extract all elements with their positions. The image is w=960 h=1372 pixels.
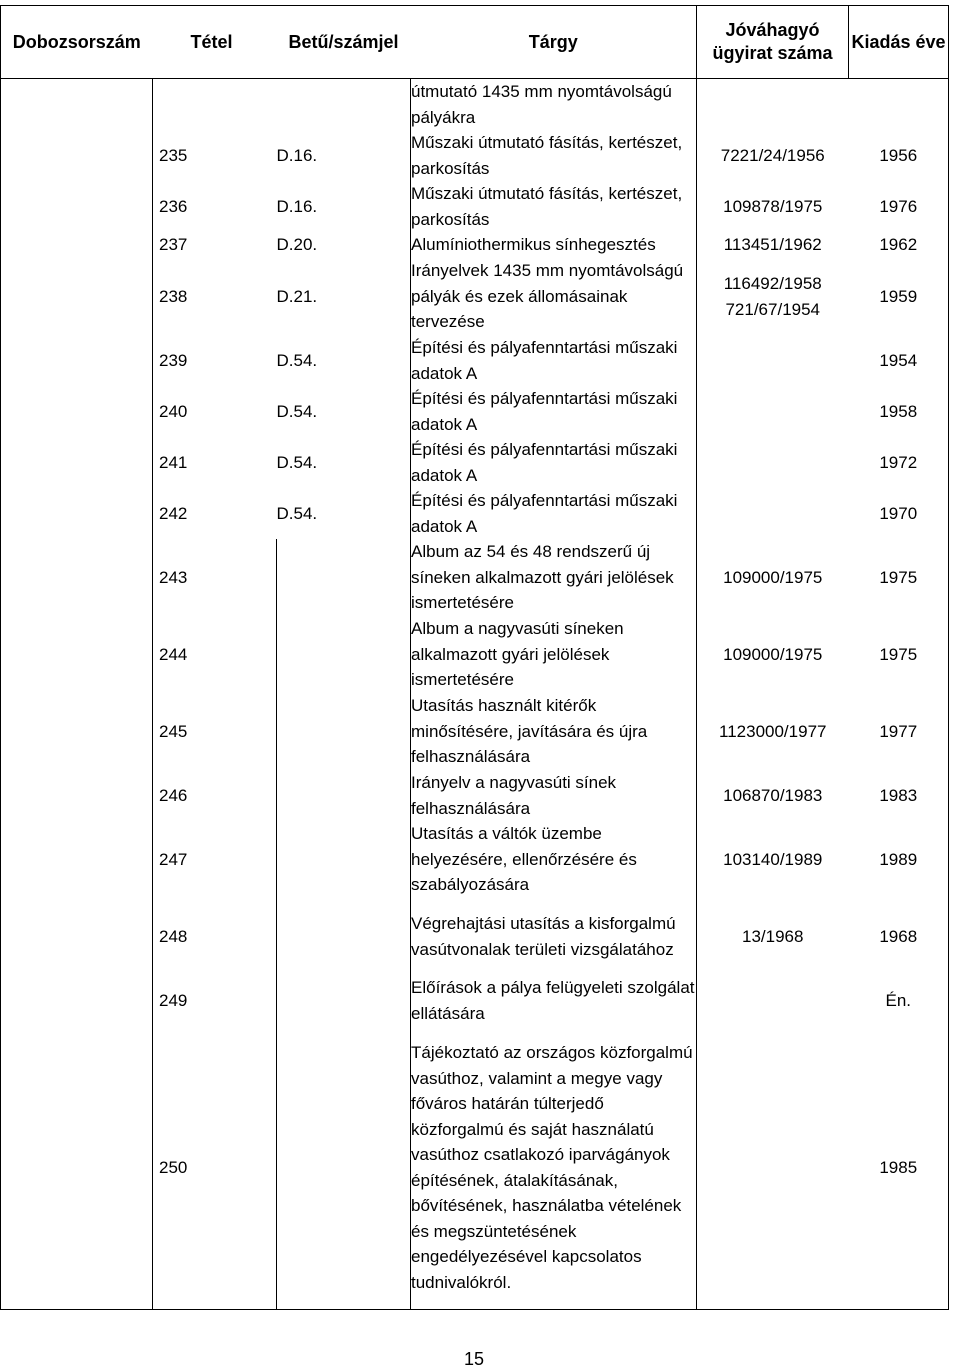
subject-text: Műszaki útmutató fásítás, kertészet, parkosítás (411, 133, 683, 178)
approval-text: 113451/1962 (723, 235, 822, 255)
subject-text: Utasítás használt kitérők minősítésére, javítására és újra felhasználására (411, 696, 648, 767)
year-text: 1959 (879, 286, 918, 306)
subject-text: Irányelvek 1435 mm nyomtávolságú pályák és ezek állomásainak tervezése (411, 261, 684, 332)
approval-text: 106870/1983 (723, 785, 823, 805)
box-number-cell (1, 616, 153, 693)
table-row (1, 693, 949, 770)
approval-text: 109000/1975 (723, 644, 823, 664)
table-row (1, 488, 949, 539)
subject-cell (411, 437, 697, 488)
sign-cell (277, 258, 411, 335)
approval-cell (697, 258, 849, 335)
year-cell (849, 539, 949, 616)
approval-cell (697, 616, 849, 693)
year-cell (849, 488, 949, 539)
table-row (1, 770, 949, 821)
item-text: 238 (159, 286, 188, 306)
sign-text: D.54. (276, 503, 318, 523)
header-row (1, 6, 949, 79)
item-cell (153, 437, 277, 488)
year-cell (849, 335, 949, 386)
subject-text: Műszaki útmutató fásítás, kertészet, parkosítás (411, 184, 683, 229)
approval-cell (697, 693, 849, 770)
approval-cell (697, 975, 849, 1026)
item-cell (153, 821, 277, 898)
subject-cell (411, 386, 697, 437)
box-number-cell (1, 770, 153, 821)
year-cell (849, 693, 949, 770)
year-cell (849, 386, 949, 437)
sign-cell (277, 130, 411, 181)
sign-text: D.21. (276, 286, 318, 306)
approval-cell (697, 539, 849, 616)
approval-text: 109878/1975 (723, 196, 823, 216)
header-signature: Betű/számjel (277, 6, 411, 79)
year-text: 1970 (879, 503, 918, 523)
table-row (1, 616, 949, 693)
approval-cell (697, 232, 849, 258)
subject-text: Irányelv a nagyvasúti sínek felhasználására (411, 773, 617, 818)
item-cell (153, 539, 277, 616)
subject-text: Építési és pályafenntartási műszaki adatok A (411, 440, 678, 485)
approval-cell (697, 79, 849, 131)
subject-text: Végrehajtási utasítás a kisforgalmú vasútvonalak területi vizsgálatához (411, 914, 676, 959)
item-cell (153, 770, 277, 821)
subject-cell (411, 975, 697, 1026)
year-text: 1975 (879, 567, 918, 587)
table-row (1, 1026, 949, 1310)
subject-cell (411, 616, 697, 693)
item-cell (153, 488, 277, 539)
subject-cell (411, 770, 697, 821)
approval-cell (697, 488, 849, 539)
subject-cell (411, 821, 697, 898)
sign-cell (277, 898, 411, 975)
year-cell (849, 975, 949, 1026)
year-text: 1976 (879, 196, 918, 216)
subject-text: Album az 54 és 48 rendszerű új síneken alkalmazott gyári jelölések ismertetésére (411, 542, 674, 613)
item-text: 236 (159, 196, 188, 216)
box-number-cell (1, 437, 153, 488)
subject-text: Utasítás a váltók üzembe helyezésére, ellenőrzésére és szabályozására (411, 824, 637, 895)
box-number-cell (1, 232, 153, 258)
table-row (1, 898, 949, 975)
box-number-cell (1, 1026, 153, 1310)
year-text: 1977 (879, 721, 918, 741)
item-text: 243 (159, 567, 188, 587)
table-row (1, 181, 949, 232)
item-text: 241 (159, 452, 188, 472)
year-cell (849, 130, 949, 181)
item-text: 239 (159, 350, 188, 370)
sign-cell (277, 975, 411, 1026)
subject-text: Előírások a pálya felügyeleti szolgálat ellátására (411, 978, 695, 1023)
approval-text: 109000/1975 (723, 567, 823, 587)
approval-cell (697, 770, 849, 821)
item-cell (153, 258, 277, 335)
approval-cell (697, 130, 849, 181)
year-text: 1975 (879, 644, 918, 664)
item-cell (153, 181, 277, 232)
subject-cell (411, 693, 697, 770)
item-text: 245 (159, 721, 188, 741)
box-number-cell (1, 386, 153, 437)
approval-text: 13/1968 (742, 926, 804, 946)
sign-cell (277, 386, 411, 437)
approval-cell (697, 386, 849, 437)
item-text: 246 (159, 785, 188, 805)
sign-text: D.16. (276, 145, 318, 165)
table-row (1, 821, 949, 898)
item-cell (153, 79, 277, 131)
year-cell (849, 232, 949, 258)
subject-cell: útmutató 1435 mm nyomtávolságú pályákra (411, 79, 697, 131)
sign-text: D.54. (276, 452, 318, 472)
year-cell (849, 616, 949, 693)
item-text: 250 (159, 1157, 188, 1177)
year-text: 1989 (879, 849, 918, 869)
subject-cell (411, 539, 697, 616)
year-cell (849, 79, 949, 131)
sign-text: D.20. (276, 235, 318, 255)
header-subject: Tárgy (411, 6, 697, 79)
table-row (1, 258, 949, 335)
sign-text: D.54. (276, 350, 318, 370)
year-cell (849, 1026, 949, 1310)
subject-cell (411, 130, 697, 181)
table-row (1, 130, 949, 181)
sign-cell (277, 437, 411, 488)
table-row (1, 232, 949, 258)
header-year: Kiadás éve (849, 6, 949, 79)
box-number-cell (1, 79, 153, 131)
sign-cell (277, 335, 411, 386)
sign-cell (277, 1026, 411, 1310)
table-row (1, 386, 949, 437)
approval-cell (697, 335, 849, 386)
box-number-cell (1, 130, 153, 181)
box-number-cell (1, 539, 153, 616)
year-text: 1972 (879, 452, 918, 472)
sign-cell (277, 693, 411, 770)
sign-text: D.54. (276, 401, 318, 421)
item-text: 244 (159, 644, 188, 664)
approval-text: 116492/1958 721/67/1954 (723, 274, 822, 319)
box-number-cell (1, 821, 153, 898)
table-row (1, 975, 949, 1026)
approval-cell (697, 181, 849, 232)
item-text: 248 (159, 926, 188, 946)
box-number-cell (1, 258, 153, 335)
year-cell (849, 770, 949, 821)
year-cell (849, 258, 949, 335)
subject-text: Építési és pályafenntartási műszaki adatok A (411, 338, 678, 383)
box-number-cell (1, 898, 153, 975)
item-text: 237 (159, 235, 188, 255)
box-number-cell (1, 693, 153, 770)
item-cell (153, 1026, 277, 1310)
year-cell (849, 181, 949, 232)
item-cell (153, 335, 277, 386)
year-text: Én. (885, 990, 912, 1010)
subject-cell (411, 488, 697, 539)
item-text: 240 (159, 401, 188, 421)
header-item: Tétel (153, 6, 277, 79)
subject-text: Alumíniothermikus sínhegesztés (411, 235, 656, 255)
year-text: 1958 (879, 401, 918, 421)
sign-cell (277, 232, 411, 258)
sign-cell (277, 770, 411, 821)
subject-text: Építési és pályafenntartási műszaki adatok A (411, 491, 678, 536)
approval-cell (697, 1026, 849, 1310)
box-number-cell (1, 975, 153, 1026)
item-cell (153, 975, 277, 1026)
year-cell (849, 821, 949, 898)
sign-cell (277, 821, 411, 898)
continuation-row (1, 79, 949, 131)
subject-cell (411, 181, 697, 232)
year-cell (849, 437, 949, 488)
table-row (1, 539, 949, 616)
table-row (1, 335, 949, 386)
subject-cell (411, 232, 697, 258)
year-text: 1968 (879, 926, 918, 946)
year-text: 1956 (879, 145, 918, 165)
year-text: 1983 (879, 785, 918, 805)
approval-text: 7221/24/1956 (720, 145, 825, 165)
item-cell (153, 386, 277, 437)
item-cell (153, 693, 277, 770)
subject-text: Építési és pályafenntartási műszaki adatok A (411, 389, 678, 434)
item-text: 249 (159, 990, 188, 1010)
sign-cell (277, 488, 411, 539)
approval-cell (697, 437, 849, 488)
item-text: 242 (159, 503, 188, 523)
approval-cell (697, 821, 849, 898)
table-body (1, 79, 949, 1310)
header-box-number: Dobozsorszám (1, 6, 153, 79)
table-row (1, 437, 949, 488)
approval-text: 1123000/1977 (719, 721, 827, 741)
sign-cell (277, 181, 411, 232)
archive-table (0, 5, 949, 1310)
subject-cell (411, 335, 697, 386)
approval-text: 103140/1989 (723, 849, 823, 869)
subject-cell (411, 898, 697, 975)
year-text: 1985 (879, 1157, 918, 1177)
sign-cell (277, 616, 411, 693)
item-text: 247 (159, 849, 188, 869)
subject-cell (411, 258, 697, 335)
subject-cell (411, 1026, 697, 1310)
item-cell (153, 616, 277, 693)
item-cell (153, 232, 277, 258)
sign-text: D.16. (276, 196, 318, 216)
approval-cell (697, 898, 849, 975)
sign-cell (277, 539, 411, 616)
header-approval: Jóváhagyó ügyirat száma (697, 6, 849, 79)
item-cell (153, 898, 277, 975)
page-number: 15 (463, 1349, 485, 1369)
box-number-cell (1, 335, 153, 386)
item-text: 235 (159, 145, 188, 165)
year-text: 1954 (879, 350, 918, 370)
year-cell (849, 898, 949, 975)
box-number-cell (1, 488, 153, 539)
subject-text: Tájékoztató az országos közforgalmú vasúthoz, valamint a megye vagy főváros határán túlterjedő közforgalmú és saját használatú vasúthoz csatlakozó iparvágányok építésének, átalakításának, bővítésének, használatba vételének és megszüntetésének engedélyezésével kapcsolatos tudnivalókról. (411, 1043, 693, 1292)
box-number-cell (1, 181, 153, 232)
subject-text: Album a nagyvasúti síneken alkalmazott gyári jelölések ismertetésére (411, 619, 624, 690)
sign-cell (277, 79, 411, 131)
year-text: 1962 (879, 235, 918, 255)
item-cell (153, 130, 277, 181)
